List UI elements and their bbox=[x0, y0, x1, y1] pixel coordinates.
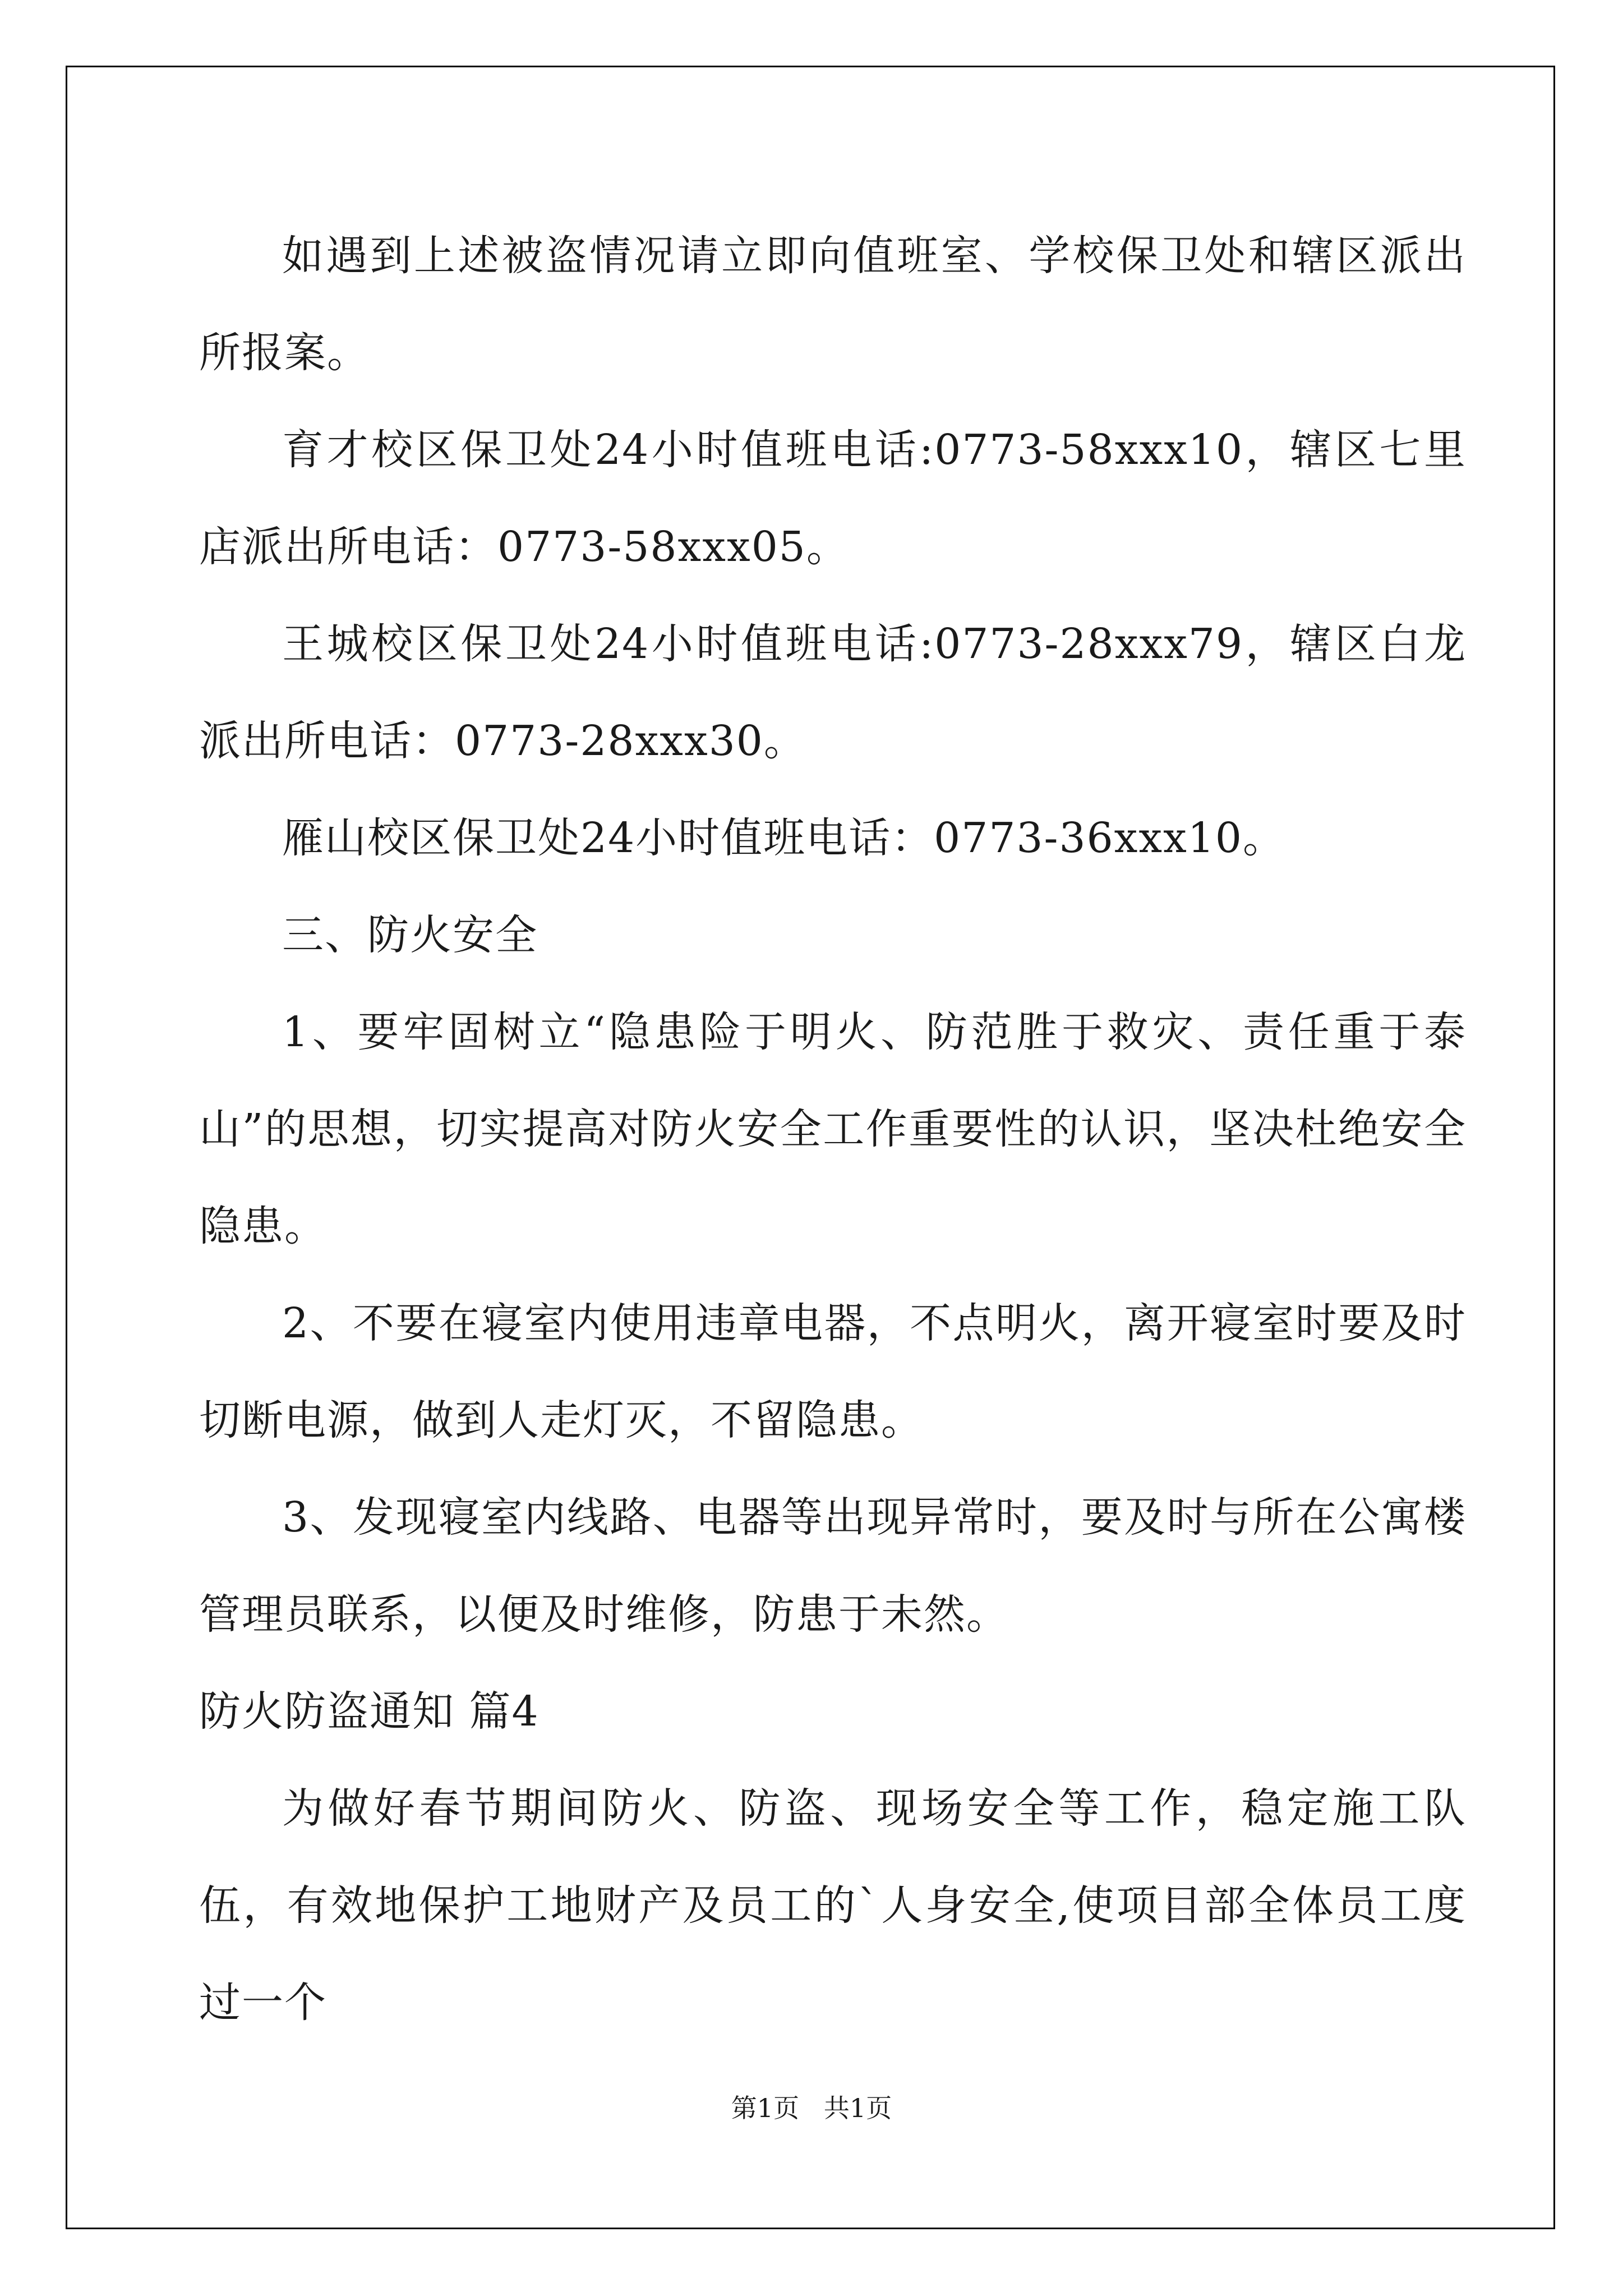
paragraph-fire-item-1: 1、要牢固树立“隐患险于明火、防范胜于救灾、责任重于泰山”的思想，切实提高对防火安全工作重要性的认识，坚决杜绝安全隐患。 bbox=[199, 1008, 1467, 1250]
paragraph-section4-intro: 为做好春节期间防火、防盗、现场安全等工作，稳定施工队伍，有效地保护工地财产及员工的`人身安全,使项目部全体员工度过一个 bbox=[199, 1784, 1467, 2027]
paragraph-fire-item-2: 2、不要在寝室内使用违章电器，不点明火，离开寝室时要及时切断电源，做到人走灯灭，不留隐患。 bbox=[199, 1299, 1467, 1444]
section-heading: 防火防盗通知 篇4 bbox=[199, 1687, 540, 1736]
paragraph-wangcheng-phone: 王城校区保卫处24小时值班电话:0773-28xxx79，辖区白龙派出所电话：0773-28xxx30。 bbox=[199, 620, 1467, 765]
paragraph-yucai-phone: 育才校区保卫处24小时值班电话:0773-58xxx10，辖区七里店派出所电话：0773-58xxx05。 bbox=[199, 426, 1467, 571]
paragraph-yanshan-phone: 雁山校区保卫处24小时值班电话：0773-36xxx10。 bbox=[282, 814, 1286, 862]
paragraph-report-theft: 如遇到上述被盗情况请立即向值班室、学校保卫处和辖区派出所报案。 bbox=[199, 232, 1467, 377]
document-body bbox=[199, 208, 1467, 2051]
page-footer: 第1页 共1页 bbox=[731, 2093, 892, 2123]
paragraph-fire-item-3: 3、发现寝室内线路、电器等出现异常时，要及时与所在公寓楼管理员联系，以便及时维修，防患于未然。 bbox=[199, 1493, 1467, 1639]
subheading-fire-safety: 三、防火安全 bbox=[282, 911, 538, 959]
